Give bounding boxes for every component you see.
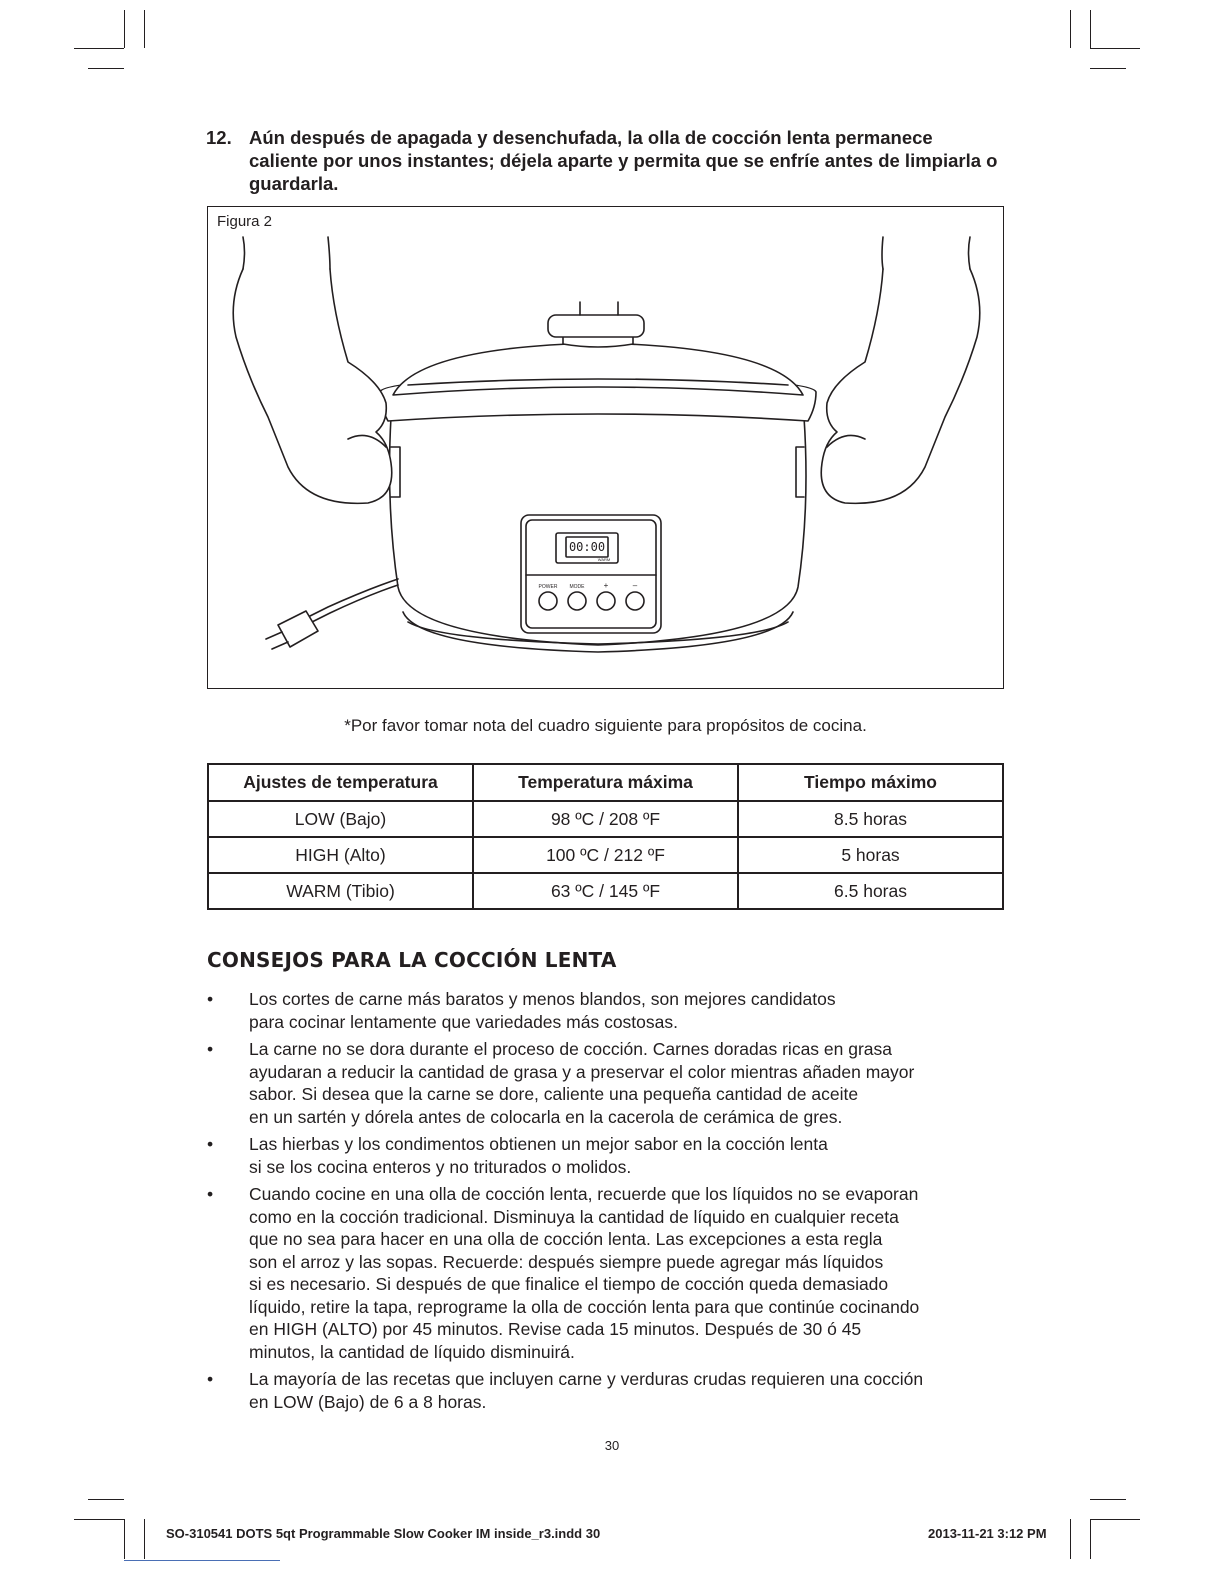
oven-mitt-left — [233, 269, 392, 503]
page-number: 30 — [604, 1438, 620, 1453]
list-item-text: La mayoría de las recetas que incluyen carne y verduras crudas requieren una cocción en LOW (Bajo) de 6 a 8 horas. — [249, 1369, 924, 1412]
crop-mark — [1090, 1499, 1126, 1500]
table-cell: WARM (Tibio) — [208, 873, 473, 909]
table-cell: 98 ºC / 208 ºF — [473, 801, 738, 837]
power-cord — [308, 579, 398, 623]
list-item-text: Cuando cocine en una olla de cocción lenta, recuerde que los líquidos no se evaporan como en la cocción tradicional. Disminuya la cantidad de líquido en cualquier receta que no sea para hacer en una olla de cocción lenta. Las excepciones a esta regla son el arroz y las sopas. Recuerde: después siempre puede agregar más líquidos si es necesario. Si después de que finalice el tiempo de cocción queda demasiado líquido, retire la tapa, reprograme la olla de cocción lenta para que continúe cocinando en HIGH (ALTO) por 45 minutos. Revise cada 15 minutos. Después de 30 ó 45 minutos, la cantidad de líquido disminuirá. — [249, 1184, 920, 1362]
list-item-text: Las hierbas y los condimentos obtienen un mejor sabor en la cocción lenta si se los cocina enteros y no triturados o molidos. — [249, 1134, 828, 1177]
crop-mark — [1090, 48, 1140, 49]
table-header: Tiempo máximo — [738, 764, 1003, 801]
table-header-row — [208, 764, 1003, 801]
bullet: • — [207, 1184, 214, 1204]
list-item — [207, 1368, 1007, 1413]
step-number: 12. — [206, 127, 232, 148]
table-row — [208, 801, 1003, 837]
bullet: • — [207, 1369, 214, 1389]
list-item — [207, 1183, 1007, 1363]
step-12 — [206, 126, 1006, 195]
table-row — [208, 837, 1003, 873]
figure-label: Figura 2 — [217, 213, 273, 230]
crop-mark — [1070, 10, 1071, 48]
crop-mark — [1090, 68, 1126, 69]
crop-mark — [74, 48, 124, 49]
list-item — [207, 1133, 1007, 1178]
tips-list — [207, 988, 1007, 1418]
table-cell: 63 ºC / 145 ºF — [473, 873, 738, 909]
crop-mark — [74, 1519, 124, 1520]
crop-mark — [1090, 1519, 1140, 1520]
table-cell: HIGH (Alto) — [208, 837, 473, 873]
table-row — [208, 873, 1003, 909]
list-item — [207, 988, 1007, 1033]
oven-mitt-right — [821, 269, 980, 503]
crop-mark — [88, 1499, 124, 1500]
panel-button-label-power: POWER — [538, 584, 558, 590]
figure-2 — [207, 206, 1004, 689]
step-text: Aún después de apagada y desenchufada, la olla de cocción lenta permanece caliente por unos instantes; déjela aparte y permita que se enfríe antes de limpiarla o guardarla. — [249, 127, 998, 194]
crop-mark — [88, 68, 124, 69]
crop-mark — [1090, 1519, 1091, 1559]
table-header: Ajustes de temperatura — [208, 764, 473, 801]
panel-button-label-plus: + — [603, 581, 609, 590]
list-item-text: Los cortes de carne más baratos y menos blandos, son mejores candidatos para cocinar lentamente que variedades más costosas. — [249, 989, 836, 1032]
cooker-lid — [393, 343, 803, 395]
table-cell: 5 horas — [738, 837, 1003, 873]
table-cell: 6.5 horas — [738, 873, 1003, 909]
panel-display-sub: WARM — [597, 557, 611, 562]
table-cell: LOW (Bajo) — [208, 801, 473, 837]
bullet: • — [207, 989, 214, 1009]
slow-cooker-illustration — [208, 207, 1005, 690]
footer-datetime: 2013-11-21 3:12 PM — [928, 1526, 1047, 1541]
footer-file: SO-310541 DOTS 5qt Programmable Slow Cooker IM inside_r3.indd 30 — [166, 1526, 601, 1541]
crop-mark — [144, 1519, 145, 1559]
crop-mark — [124, 10, 125, 48]
footer-rule — [124, 1560, 280, 1561]
crop-mark — [1070, 1519, 1071, 1559]
bullet: • — [207, 1134, 214, 1154]
panel-display: 00:00 — [568, 540, 606, 554]
panel-button-label-mode: MODE — [569, 584, 585, 590]
list-item — [207, 1038, 1007, 1128]
crop-mark — [124, 1519, 125, 1559]
crop-mark — [144, 10, 145, 48]
bullet: • — [207, 1039, 214, 1059]
section-title: CONSEJOS PARA LA COCCIÓN LENTA — [207, 948, 617, 972]
panel-button-label-minus: – — [632, 581, 638, 590]
list-item-text: La carne no se dora durante el proceso de cocción. Carnes doradas ricas en grasa ayudaran a reducir la cantidad de grasa y a preservar el color mientras añaden mayor sabor. Si desea que la carne se dore, caliente una pequeña cantidad de aceite en un sartén y dórela antes de colocarla en la cacerola de cerámica de gres. — [249, 1039, 915, 1127]
table-note: *Por favor tomar nota del cuadro siguiente para propósitos de cocina. — [344, 716, 867, 735]
plug — [278, 611, 318, 647]
temperature-table — [207, 763, 1004, 910]
crop-mark — [1090, 10, 1091, 48]
table-header: Temperatura máxima — [473, 764, 738, 801]
table-cell: 8.5 horas — [738, 801, 1003, 837]
table-cell: 100 ºC / 212 ºF — [473, 837, 738, 873]
